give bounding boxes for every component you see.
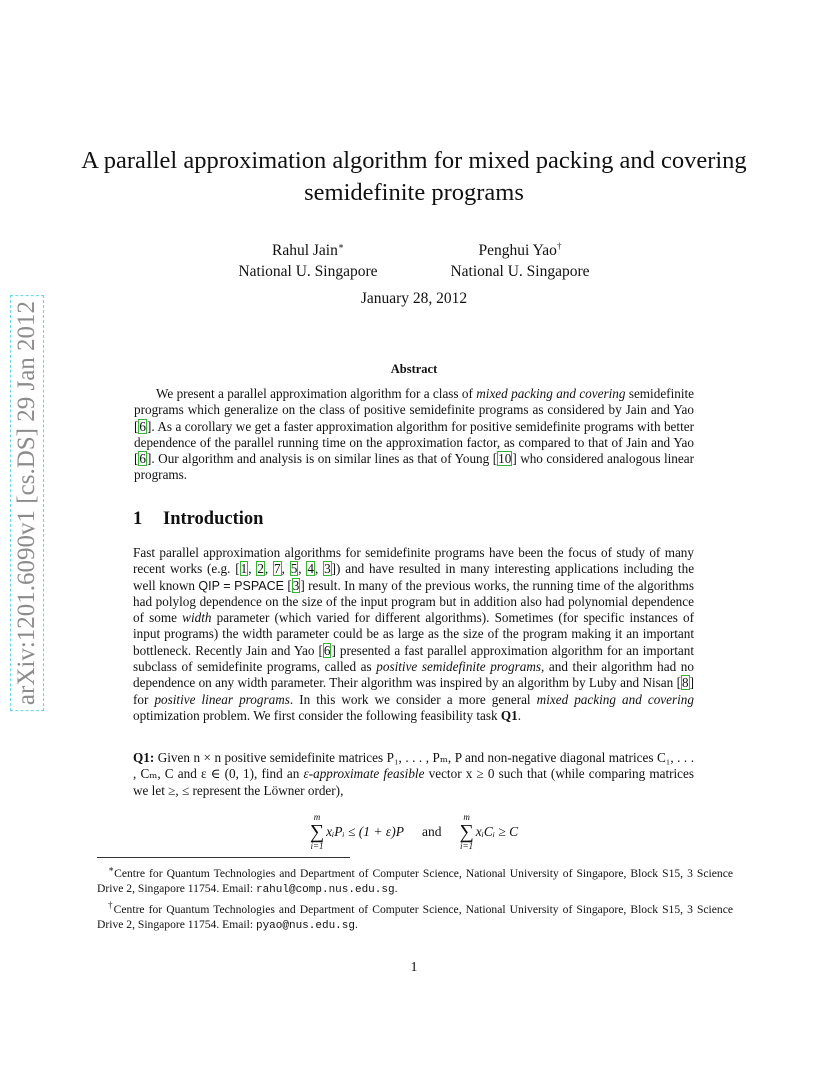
sum-lower: i=1 [310, 841, 324, 851]
task-q1-emph: ε-approximate feasible [303, 766, 425, 782]
citation-link[interactable]: 7 [274, 561, 281, 577]
citation-link[interactable]: 6 [323, 642, 331, 658]
page-number: 1 [410, 960, 418, 975]
author-mark: ∗ [337, 241, 344, 251]
section-heading [133, 509, 263, 530]
sum-upper: m [313, 812, 321, 822]
footnote-email[interactable]: pyao@nus.edu.sg [255, 919, 355, 932]
citation-link[interactable]: 8 [682, 675, 689, 691]
intro-text: ] result. In many of the previous works, the running time of the algorithms had polylog dependence on the size of the input program but in addition also had polynomial dependence of some [133, 577, 694, 626]
sum-lower: i=1 [460, 841, 474, 851]
author-name: Penghui Yao [478, 242, 557, 260]
sum-symbol [310, 812, 324, 852]
abstract-text: ] who considered analogous linear programs. [134, 451, 694, 483]
paper-date: January 28, 2012 [360, 290, 468, 307]
citation-link[interactable]: 6 [139, 418, 146, 434]
intro-text: Fast parallel approximation algorithms for semidefinite programs have been the focus of study of many recent works (e.g. [ [133, 545, 694, 577]
intro-text: ] presented a fast parallel approximation algorithm for an important subclass of semidefinite programs, called as [133, 642, 694, 675]
arxiv-identifier[interactable]: arXiv:1201.6090v1 [cs.DS] 29 Jan 2012 [13, 298, 41, 708]
display-equation [0, 812, 828, 852]
footnote [97, 898, 733, 934]
equation-right [459, 812, 518, 852]
citation-link[interactable]: 3 [292, 577, 300, 593]
intro-text: [ [283, 577, 292, 593]
sigma-glyph: ∑ [459, 821, 474, 843]
citation-link[interactable]: 10 [498, 451, 512, 467]
equation-right-expr: xᵢCᵢ ≥ C [475, 824, 519, 839]
equation-and: and [421, 824, 442, 839]
footnote-rule [97, 857, 350, 858]
abstract-emph: mixed packing and covering [476, 386, 626, 401]
footnote-text: . [355, 917, 358, 931]
footnote-mark: ∗ [108, 864, 115, 874]
citation-link[interactable]: 4 [307, 561, 314, 577]
footnote-text: Centre for Quantum Technologies and Department of Computer Science, National University of Singapore, Block S15, 3 Science Drive 2, Singapore 11754. Email: [97, 902, 733, 931]
footnotes [97, 862, 733, 934]
footnote-mark: † [108, 899, 114, 910]
abstract-body [134, 386, 694, 484]
intro-emph: positive semidefinite programs [376, 659, 542, 675]
section-number: 1 [133, 509, 143, 529]
abstract-text: semidefinite programs which generalize on the class of positive semidefinite programs as considered by Jain and Yao [ [134, 386, 695, 434]
intro-text: ]) and have resulted in many interesting applications including the well known [133, 561, 695, 593]
author-name: Rahul Jain [272, 242, 338, 260]
sum-symbol [459, 812, 473, 852]
complexity-class: QIP = PSPACE [198, 578, 284, 593]
citation-link[interactable]: 1 [240, 561, 248, 577]
citation-link[interactable]: 2 [257, 561, 264, 577]
intro-emph: width [182, 610, 212, 626]
intro-text: parameter (which varied for different algorithms). Sometimes (for specific instances of input programs) the width parameter could be as large as the size of the program making it an important bottleneck. Recently Jain and Yao [ [133, 610, 694, 658]
author-block [218, 236, 398, 282]
equation-left-expr: xᵢPᵢ ≤ (1 + ε)P [326, 824, 404, 839]
intro-text: , and their algorithm had no dependence on any width parameter. Their algorithm was inspired by an algorithm by Luby and Nisan [ [133, 659, 694, 691]
equation-left [310, 812, 404, 852]
abstract-heading: Abstract [390, 362, 438, 376]
section-title: Introduction [163, 509, 264, 529]
abstract-text: We present a parallel approximation algorithm for a class of [156, 386, 477, 401]
citation-link[interactable]: 3 [324, 561, 331, 577]
intro-emph: positive linear programs [154, 691, 290, 707]
citation-link[interactable]: 5 [290, 561, 298, 577]
footnote-text: Centre for Quantum Technologies and Department of Computer Science, National University of Singapore, Block S15, 3 Science Drive 2, Singapore 11754. Email: [97, 866, 733, 895]
footnote-email[interactable]: rahul@comp.nus.edu.sg [255, 883, 395, 896]
task-q1 [133, 750, 694, 799]
author-affiliation: National U. Singapore [450, 263, 590, 281]
task-label: Q1 [500, 707, 518, 723]
author-block [430, 236, 610, 282]
footnote [97, 862, 733, 898]
task-q1-label: Q1: [133, 750, 155, 765]
citation-link[interactable]: 6 [139, 451, 146, 467]
author-affiliation: National U. Singapore [238, 263, 378, 281]
intro-paragraph: Fast parallel approximation algorithms for semidefinite programs have been the focus of study of many recent works (e.g. [1, 2, 7, 5, 4, 3]) and have resulted in many interesting applications including the well known QIP = PSPACE [3] result. In many of the previous works, the running time of the algorithms had polylog dependence on the size of the input program but in addition also had polynomial dependence of some width parameter (which varied for different algorithms). Sometimes (for specific instances of input programs) the width parameter could be as large as the size of the program making it an important bottleneck. Recently Jain and Yao [6] presented a fast parallel approximation algorithm for an important subclass of semidefinite programs, called as positive semidefinite programs, and their algorithm had no dependence on any width parameter. Their algorithm was inspired by an algorithm by Luby and Nisan [8] for positive linear programs. In this work we consider a more general mixed packing and covering optimization problem. We first consider the following feasibility task Q1. [133, 545, 695, 723]
abstract-text: ]. As a corollary we get a faster approximation algorithm for positive semidefinite programs with better dependence of the parallel running time on the approximation factor, as compared to that of Jain and Yao [ [134, 418, 694, 467]
author-mark: † [556, 241, 562, 251]
intro-text: . [517, 707, 522, 723]
paper-title: A parallel approximation algorithm for mixed packing and covering semidefinite programs [81, 147, 747, 206]
intro-text: ] for [133, 675, 694, 707]
intro-text: optimization problem. We first consider the following feasibility task [133, 707, 501, 723]
task-q1-text: vector x ≥ 0 such that (while comparing matrices we let ≥, ≤ represent the Löwner order), [133, 766, 695, 798]
intro-text: . In this work we consider a more general [289, 691, 537, 707]
abstract-text: ]. Our algorithm and analysis is on similar lines as that of Young [ [147, 451, 498, 467]
arxiv-watermark [6, 268, 48, 738]
sum-upper: m [463, 812, 470, 822]
sigma-glyph: ∑ [309, 821, 325, 843]
task-q1-text: Given n × n positive semidefinite matrices P₁, . . . , Pₘ, P and non-negative diagonal matrices C₁, . . . , Cₘ, C and ε ∈ (0, 1), find an [133, 750, 694, 782]
intro-emph: mixed packing and covering [536, 691, 694, 707]
footnote-text: . [394, 881, 398, 895]
